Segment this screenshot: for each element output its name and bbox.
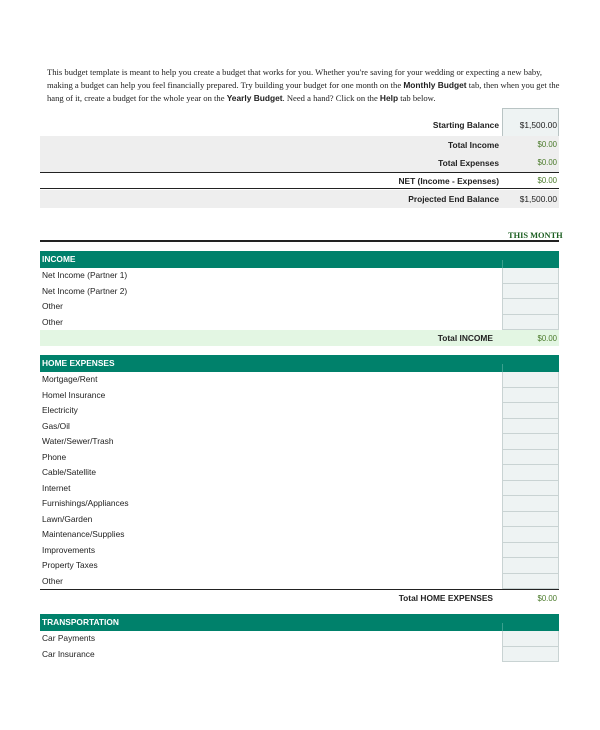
home-expense-input[interactable] (502, 558, 559, 574)
home-expense-label: Internet (42, 482, 71, 493)
home-expense-row (40, 558, 559, 574)
monthly-budget-link: Monthly Budget (403, 80, 467, 90)
transport-row (40, 647, 559, 663)
projected-end-value: $1,500.00 (519, 194, 557, 204)
projected-end-label: Projected End Balance (408, 194, 499, 204)
total-expenses-row (40, 154, 559, 172)
total-expenses-label: Total Expenses (438, 158, 499, 168)
transportation-section-header (40, 614, 559, 631)
starting-balance-label: Starting Balance (432, 120, 499, 130)
home-expense-input[interactable] (502, 527, 559, 543)
transport-input[interactable] (502, 647, 559, 663)
total-income-label: Total Income (447, 140, 499, 150)
home-expense-label: Maintenance/Supplies (42, 529, 125, 539)
home-expense-label: Phone (42, 451, 67, 462)
home-expense-row (40, 496, 559, 512)
home-expenses-section-header (40, 355, 559, 372)
net-value: $0.00 (537, 176, 557, 185)
home-expense-input[interactable] (502, 574, 559, 590)
income-row (40, 299, 559, 315)
this-month-divider (40, 240, 559, 242)
home-expense-input[interactable] (502, 419, 559, 435)
home-expense-input[interactable] (502, 434, 559, 450)
net-bottom-divider-1 (40, 188, 559, 189)
home-expense-row (40, 419, 559, 435)
home-expenses-title: HOME EXPENSES (42, 358, 115, 368)
starting-balance-value[interactable]: $1,500.00 (519, 120, 557, 130)
income-total-row (40, 330, 559, 346)
home-expense-label: Homel Insurance (42, 389, 106, 400)
transportation-title: TRANSPORTATION (42, 617, 119, 627)
intro-text-3: . Need a hand? Click on the (282, 93, 380, 103)
home-expense-input[interactable] (502, 465, 559, 481)
income-total-label: Total INCOME (437, 333, 493, 343)
yearly-budget-link: Yearly Budget (226, 93, 283, 103)
home-expense-label: Improvements (42, 544, 96, 555)
home-expense-input[interactable] (502, 372, 559, 388)
home-expense-label: Water/Sewer/Trash (42, 436, 114, 446)
projected-end-row (40, 190, 559, 208)
transport-label: Car Payments (42, 633, 96, 643)
help-link: Help (379, 93, 399, 103)
home-expense-label: Other (42, 575, 63, 586)
net-label: NET (Income - Expenses) (398, 176, 499, 186)
intro-text-1: This budget template is meant to help you create a budget that works for you. Whether you're saving for your wedding or expecting a new baby, making a budget can help you feel financially prepared. Try building your budget for one month on the (47, 67, 543, 90)
intro-text-4: tab below. (398, 93, 436, 103)
home-expense-input[interactable] (502, 403, 559, 419)
income-item-label: Net Income (Partner 2) (42, 285, 128, 296)
total-income-row (40, 136, 559, 154)
income-item-input[interactable] (502, 315, 559, 331)
home-expense-label: Gas/Oil (42, 420, 70, 431)
home-expense-row (40, 527, 559, 543)
home-expense-row (40, 512, 559, 528)
income-section-header (40, 251, 559, 268)
intro-paragraph (47, 66, 562, 105)
home-expense-input[interactable] (502, 512, 559, 528)
home-header-cell (502, 364, 559, 372)
home-expenses-total-label: Total HOME EXPENSES (398, 593, 493, 603)
income-title: INCOME (42, 254, 76, 264)
income-row (40, 284, 559, 300)
home-expense-label: Cable/Satellite (42, 467, 97, 477)
transport-row (40, 631, 559, 647)
home-expense-row (40, 450, 559, 466)
home-expense-input[interactable] (502, 496, 559, 512)
home-expense-row (40, 481, 559, 497)
home-expense-row (40, 574, 559, 590)
income-header-cell (502, 260, 559, 268)
income-item-input[interactable] (502, 284, 559, 300)
home-expense-row (40, 403, 559, 419)
transport-input[interactable] (502, 631, 559, 647)
home-expense-label: Lawn/Garden (42, 513, 93, 524)
starting-balance-row (40, 116, 559, 134)
home-expense-row (40, 388, 559, 404)
home-expense-input[interactable] (502, 450, 559, 466)
home-expense-label: Mortgage/Rent (42, 374, 98, 384)
home-expenses-total-value: $0.00 (537, 594, 557, 603)
home-expense-row (40, 372, 559, 388)
income-total-value: $0.00 (537, 334, 557, 343)
transport-label: Car Insurance (42, 648, 95, 659)
intro-text-2: tab, then when you get the hang of it, create a budget for the whole year on the (47, 80, 560, 103)
home-expense-label: Electricity (42, 405, 78, 415)
total-income-value: $0.00 (537, 140, 557, 149)
income-item-label: Other (42, 316, 63, 327)
income-item-input[interactable] (502, 268, 559, 284)
income-item-label: Net Income (Partner 1) (42, 270, 128, 280)
home-expenses-total-row (40, 589, 559, 605)
home-expense-row (40, 465, 559, 481)
home-expense-row (40, 434, 559, 450)
income-row (40, 268, 559, 284)
home-expense-label: Property Taxes (42, 560, 98, 570)
income-item-input[interactable] (502, 299, 559, 315)
this-month-label: THIS MONTH (508, 231, 563, 240)
home-expense-input[interactable] (502, 481, 559, 497)
home-expense-label: Furnishings/Appliances (42, 498, 129, 508)
transport-header-cell (502, 623, 559, 631)
home-expense-input[interactable] (502, 388, 559, 404)
home-expense-row (40, 543, 559, 559)
total-expenses-value: $0.00 (537, 158, 557, 167)
income-row (40, 315, 559, 331)
home-expense-input[interactable] (502, 543, 559, 559)
income-item-label: Other (42, 301, 63, 311)
